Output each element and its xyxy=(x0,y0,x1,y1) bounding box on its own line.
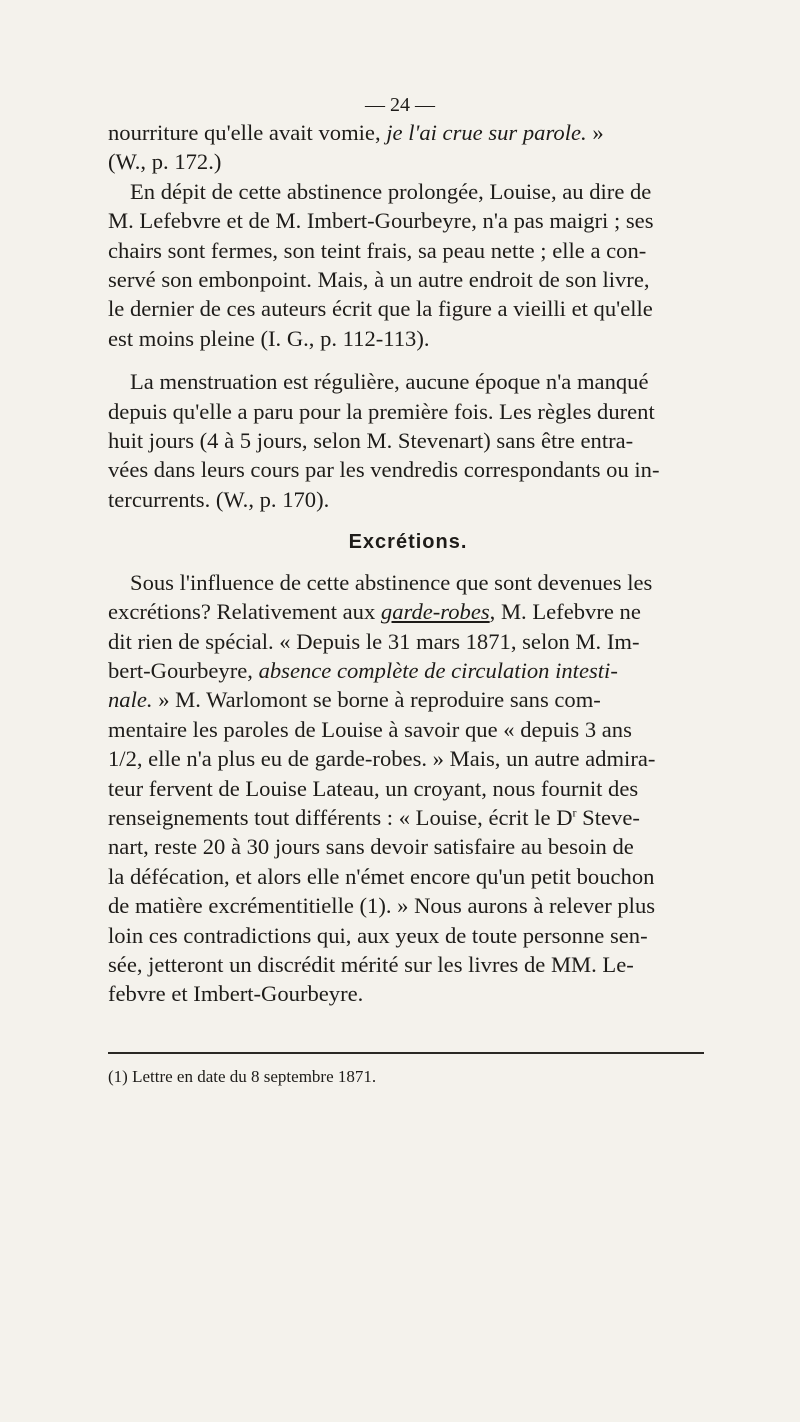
page-number: — 24 — xyxy=(365,94,435,116)
paragraph-4-line: renseignements tout différents : « Louise, écrit le $D^r$ Steve- xyxy=(108,804,640,830)
paragraph-2-line: chairs sont fermes, son teint frais, sa peau nette ; elle a con- xyxy=(108,237,647,263)
paragraph-4-line: 1/2, elle n'a plus eu de garde-robes. » Mais, un autre admira- xyxy=(108,746,656,772)
paragraph-4-line: sée, jetteront un discrédit mérité sur les livres de MM. Le- xyxy=(108,951,634,977)
paragraph-4-line: teur fervent de Louise Lateau, un croyant, nous fournit des xyxy=(108,775,639,801)
paragraph-2-line: En dépit de cette abstinence prolongée, Louise, au dire de xyxy=(130,178,652,204)
footnote: (1) Lettre en date du 8 septembre 1871. xyxy=(108,1067,377,1086)
paragraph-4-line: la défécation, et alors elle n'émet encore qu'un petit bouchon xyxy=(108,863,655,889)
paragraph-4-line: nale. » M. Warlomont se borne à reproduire sans com- xyxy=(108,687,601,713)
paragraph-4-line: bert-Gourbeyre, absence complète de circulation intesti- xyxy=(108,657,618,683)
paragraph-3-line: vées dans leurs cours par les vendredis correspondants ou in- xyxy=(108,457,660,483)
paragraph-3-line: La menstruation est régulière, aucune époque n'a manqué xyxy=(130,369,649,395)
paragraph-4-line: nart, reste 20 à 30 jours sans devoir satisfaire au besoin de xyxy=(108,834,634,860)
paragraph-4-line: excrétions? Relativement aux garde-robes, M. Lefebvre ne xyxy=(108,599,641,625)
paragraph-4-line: de matière excrémentitielle (1). » Nous aurons à relever plus xyxy=(108,893,656,919)
paragraph-3-line: tercurrents. (W., p. 170). xyxy=(108,486,330,512)
paragraph-2-line: M. Lefebvre et de M. Imbert-Gourbeyre, n'a pas maigri ; ses xyxy=(108,208,654,234)
section-heading: Excrétions. xyxy=(348,531,468,554)
paragraph-2-line: est moins pleine (I. G., p. 112-113). xyxy=(108,325,430,351)
paragraph-4-line: loin ces contradictions qui, aux yeux de toute personne sen- xyxy=(108,922,648,948)
body-text xyxy=(108,118,708,1009)
paragraph-4-line: mentaire les paroles de Louise à savoir que « depuis 3 ans xyxy=(108,716,632,742)
paragraph-3-line: huit jours (4 à 5 jours, selon M. Stevenart) sans être entra- xyxy=(108,428,634,454)
paragraph-1-line-2: (W., p. 172.) xyxy=(108,149,222,175)
paragraph-2-line: le dernier de ces auteurs écrit que la figure a vieilli et qu'elle xyxy=(108,296,653,322)
paragraph-4-line: dit rien de spécial. « Depuis le 31 mars 1871, selon M. Im- xyxy=(108,628,640,654)
paragraph-2-line: servé son embonpoint. Mais, à un autre endroit de son livre, xyxy=(108,267,650,293)
paragraph-4-line: Sous l'influence de cette abstinence que sont devenues les xyxy=(130,569,653,595)
paragraph-1-line-1: nourriture qu'elle avait vomie, je l'ai crue sur parole. » xyxy=(108,120,604,145)
footnote-divider xyxy=(108,1052,704,1054)
paragraph-3-line: depuis qu'elle a paru pour la première fois. Les règles durent xyxy=(108,398,655,424)
paragraph-4-line: febvre et Imbert-Gourbeyre. xyxy=(108,981,364,1007)
